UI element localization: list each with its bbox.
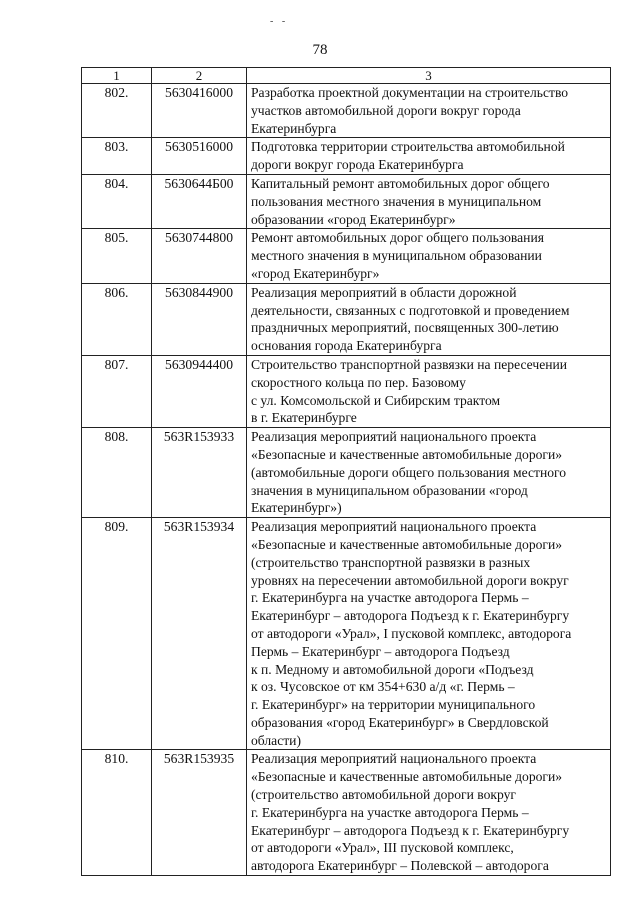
budget-code-table: [81, 67, 611, 876]
row-number: 805.: [82, 229, 152, 283]
column-header-3: 3: [247, 68, 611, 84]
row-number: 809.: [82, 518, 152, 750]
table-row: [82, 518, 611, 750]
row-code: 5630516000: [152, 138, 247, 175]
table-row: [82, 138, 611, 175]
column-header-1: 1: [82, 68, 152, 84]
row-description: Капитальный ремонт автомобильных дорог общего пользования местного значения в муниципальном образовании «город Екатеринбург»: [247, 174, 611, 228]
table-row: [82, 84, 611, 138]
scan-mark: - -: [270, 16, 289, 27]
column-header-2: 2: [152, 68, 247, 84]
row-code: 563R153934: [152, 518, 247, 750]
row-code: 5630644Б00: [152, 174, 247, 228]
table-row: [82, 174, 611, 228]
row-code: 5630844900: [152, 283, 247, 355]
table-row: [82, 750, 611, 876]
row-description: Ремонт автомобильных дорог общего пользования местного значения в муниципальном образовании «город Екатеринбург»: [247, 229, 611, 283]
row-description: Подготовка территории строительства автомобильной дороги вокруг города Екатеринбурга: [247, 138, 611, 175]
table-row: [82, 283, 611, 355]
row-number: 803.: [82, 138, 152, 175]
table-row: [82, 229, 611, 283]
row-description: Реализация мероприятий в области дорожной деятельности, связанных с подготовкой и проведением праздничных мероприятий, посвященных 300-летию основания города Екатеринбурга: [247, 283, 611, 355]
row-description: Реализация мероприятий национального проекта «Безопасные и качественные автомобильные дороги» (строительство автомобильной дороги вокруг г. Екатеринбурга на участке автодорога Пермь – Екатеринбург – автодорога Подъезд к г. Екатеринбургу от автодороги «Урал», III пусковой комплекс, автодорога Екатеринбург – Полевской – автодорога: [247, 750, 611, 876]
row-number: 807.: [82, 355, 152, 427]
row-description: Разработка проектной документации на строительство участков автомобильной дороги вокруг города Екатеринбурга: [247, 84, 611, 138]
row-description: Реализация мероприятий национального проекта «Безопасные и качественные автомобильные дороги» (автомобильные дороги общего пользования местного значения в муниципальном образовании «город Екатеринбург»): [247, 428, 611, 518]
row-description: Реализация мероприятий национального проекта «Безопасные и качественные автомобильные дороги» (строительство транспортной развязки в разных уровнях на пересечении автомобильной дороги вокруг г. Екатеринбурга на участке автодорога Пермь – Екатеринбург – автодорога Подъезд к г. Екатеринбургу от автодороги «Урал», I пусковой комплекс, автодорога Пермь – Екатеринбург – автодорога Подъезд к п. Медному и автомобильной дороги «Подъезд к оз. Чусовское от км 354+630 а/д «г. Пермь – г. Екатеринбург» на территории муниципального образования «город Екатеринбург» в Свердловской области): [247, 518, 611, 750]
table-header-row: [82, 68, 611, 84]
row-number: 808.: [82, 428, 152, 518]
row-code: 5630416000: [152, 84, 247, 138]
row-code: 563R153935: [152, 750, 247, 876]
row-number: 806.: [82, 283, 152, 355]
page-number: 78: [312, 42, 328, 58]
row-code: 5630944400: [152, 355, 247, 427]
row-code: 563R153933: [152, 428, 247, 518]
table-row: [82, 355, 611, 427]
row-description: Строительство транспортной развязки на пересечении скоростного кольца по пер. Базовому с ул. Комсомольской и Сибирским трактом в г. Екатеринбурге: [247, 355, 611, 427]
row-number: 804.: [82, 174, 152, 228]
row-number: 802.: [82, 84, 152, 138]
row-code: 5630744800: [152, 229, 247, 283]
row-number: 810.: [82, 750, 152, 876]
table-row: [82, 428, 611, 518]
